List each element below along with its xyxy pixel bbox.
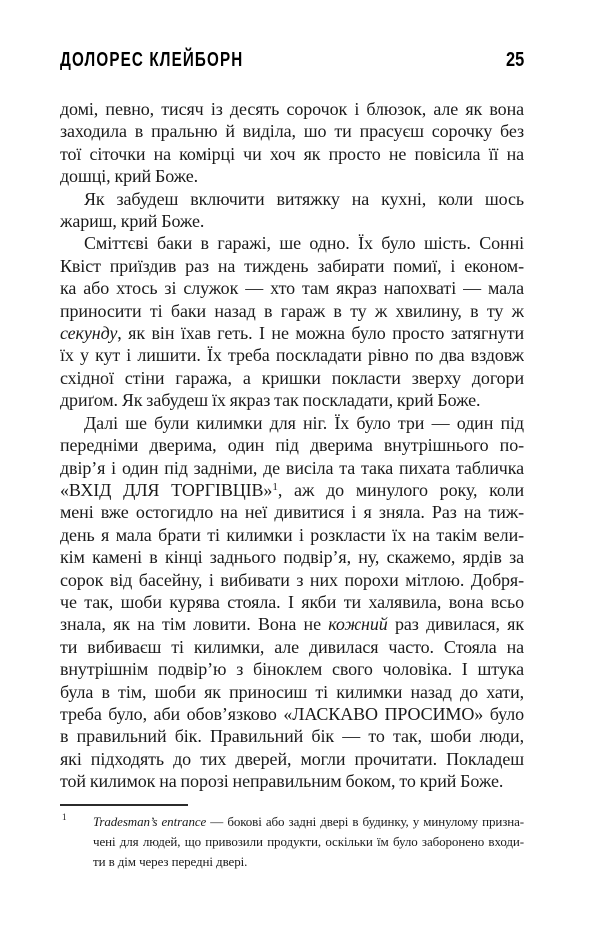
text-line: [93, 832, 524, 852]
text-line: [60, 98, 524, 120]
page-content: [60, 98, 524, 872]
text-line: [93, 852, 524, 872]
text-segment: , як він їхав геть. І не можна було просто затягнути: [117, 323, 524, 344]
text-line: [93, 812, 524, 832]
text-segment: треба було, аби обов’язково «ЛАСКАВО ПРОСИМО» було: [60, 703, 524, 724]
running-head-right: [60, 50, 524, 71]
text-segment: ти в дім через передні двері.: [93, 853, 248, 869]
text-segment: які підходять до тих дверей, могли прочитати. Покладеш: [60, 748, 524, 769]
text-segment: че так, шоби курява стояла. І якби ти халявила, вона всьо: [60, 591, 524, 612]
page-number: 25: [505, 49, 524, 71]
text-line: [60, 591, 524, 613]
text-segment: внутрішнім подвір’ю з біноклем свого чоловіка. І штука: [60, 659, 524, 680]
text-segment: їх у кут і лишити. Їх треба поскладати рівно по два вздовж: [60, 345, 524, 366]
text-segment: кім камені в кінці заднього подвір’я, ну, скажемо, ярдів за: [60, 547, 524, 568]
text-line: [60, 636, 524, 658]
text-segment: заходила в пральню й виділа, шо ти прасуєш сорочку без: [60, 121, 524, 142]
body-text: [60, 98, 524, 793]
text-line: [60, 479, 524, 501]
text-segment: Квіст приїздив раз на тиждень забирати помиї, і економ-: [60, 255, 524, 276]
text-line: [60, 524, 524, 546]
text-segment: в правильний бік. Правильний бік — то так, шоби люди,: [60, 726, 524, 747]
text-line: [60, 300, 524, 322]
footnote: [60, 812, 524, 872]
running-head-title: ДОЛОРЕС КЛЕЙБОРН: [60, 49, 244, 71]
text-segment: дошці, крий Боже.: [60, 166, 199, 187]
text-line: [60, 770, 524, 792]
text-line: [60, 165, 524, 187]
text-segment: сорок від басейну, і вибивати з них порохи мітлою. Добря-: [60, 569, 524, 590]
text-segment: двір’я і один під задніми, де висіла та така пихата табличка: [60, 457, 524, 478]
text-segment: жариш, крий Боже.: [60, 211, 205, 232]
text-line: [60, 412, 524, 434]
text-line: [60, 703, 524, 725]
text-line: [60, 277, 524, 299]
text-segment: домі, певно, тисяч із десять сорочок і блюзок, але як вона: [60, 99, 524, 119]
text-line: [60, 569, 524, 591]
text-segment: передніми дверима, один під дверима внутрішнього по-: [60, 435, 524, 456]
footnote-text: [93, 812, 524, 872]
text-line: [60, 210, 524, 232]
text-segment: день я мала брати ті килимки і розкласти їх на такім вели-: [60, 524, 524, 545]
text-line: [60, 681, 524, 703]
text-line: [60, 748, 524, 770]
text-segment: дриґом. Як забудеш їх якраз так поскладати, крий Боже.: [60, 390, 481, 411]
text-segment: той килимок на порозі неправильним боком, то крий Боже.: [60, 771, 504, 792]
text-line: [60, 367, 524, 389]
text-line: [60, 457, 524, 479]
text-line: [60, 725, 524, 747]
text-line: [60, 232, 524, 254]
text-segment: — бокові або задні двері в будинку, у минулому призна-: [206, 813, 524, 829]
text-segment: ка або хтось зі служок — хто там якраз напохваті — мала: [60, 278, 524, 299]
text-segment: кожний: [328, 614, 388, 635]
footnote-separator: [60, 804, 188, 806]
text-line: [60, 188, 524, 210]
text-segment: була в тім, шоби як приносиш ті килимки назад до хати,: [60, 681, 524, 702]
text-segment: Сміттєві баки в гаражі, ше одно. Їх було шість. Сонні: [84, 233, 524, 254]
text-segment: секунду: [60, 323, 118, 344]
text-segment: ти вибиваєш ті килимки, але дивилася часто. Стояла на: [60, 636, 524, 657]
text-line: [60, 546, 524, 568]
text-line: [60, 120, 524, 142]
text-segment: Як забудеш включити витяжку на кухні, коли шось: [84, 188, 524, 209]
text-segment: мені вже остогидло на неї дивитися і я зняла. Раз на тиж-: [60, 502, 524, 523]
text-segment: чені для людей, що привозили продукти, оскільки їм було заборонено входи-: [93, 833, 524, 849]
footnote-reference: 1: [272, 480, 278, 493]
footnote-marker: 1: [62, 811, 67, 822]
text-segment: Tradesman’s entrance: [93, 813, 207, 829]
text-segment: тої сіточки на комірці чи хоч як просто не повісила її на: [60, 143, 524, 164]
text-line: [60, 613, 524, 635]
text-line: [60, 434, 524, 456]
text-line: [60, 389, 524, 411]
text-line: [60, 658, 524, 680]
text-line: [60, 255, 524, 277]
text-segment: східної стіни гаража, а кришки покласти зверху догори: [60, 367, 524, 388]
text-segment: , аж до минулого року, коли: [277, 479, 524, 500]
text-segment: Далі ше були килимки для ніг. Їх було три — один під: [84, 412, 524, 433]
text-line: [60, 143, 524, 165]
text-line: [60, 322, 524, 344]
text-segment: «ВХІД ДЛЯ ТОРГІВЦІВ»: [60, 479, 273, 500]
text-segment: приносити ті баки назад в гараж в ту ж хвилину, в ту ж: [60, 300, 524, 321]
text-segment: знала, як на тім ловити. Вона не: [60, 614, 329, 635]
text-segment: раз дивилася, як: [387, 614, 524, 635]
text-line: [60, 501, 524, 523]
text-line: [60, 344, 524, 366]
